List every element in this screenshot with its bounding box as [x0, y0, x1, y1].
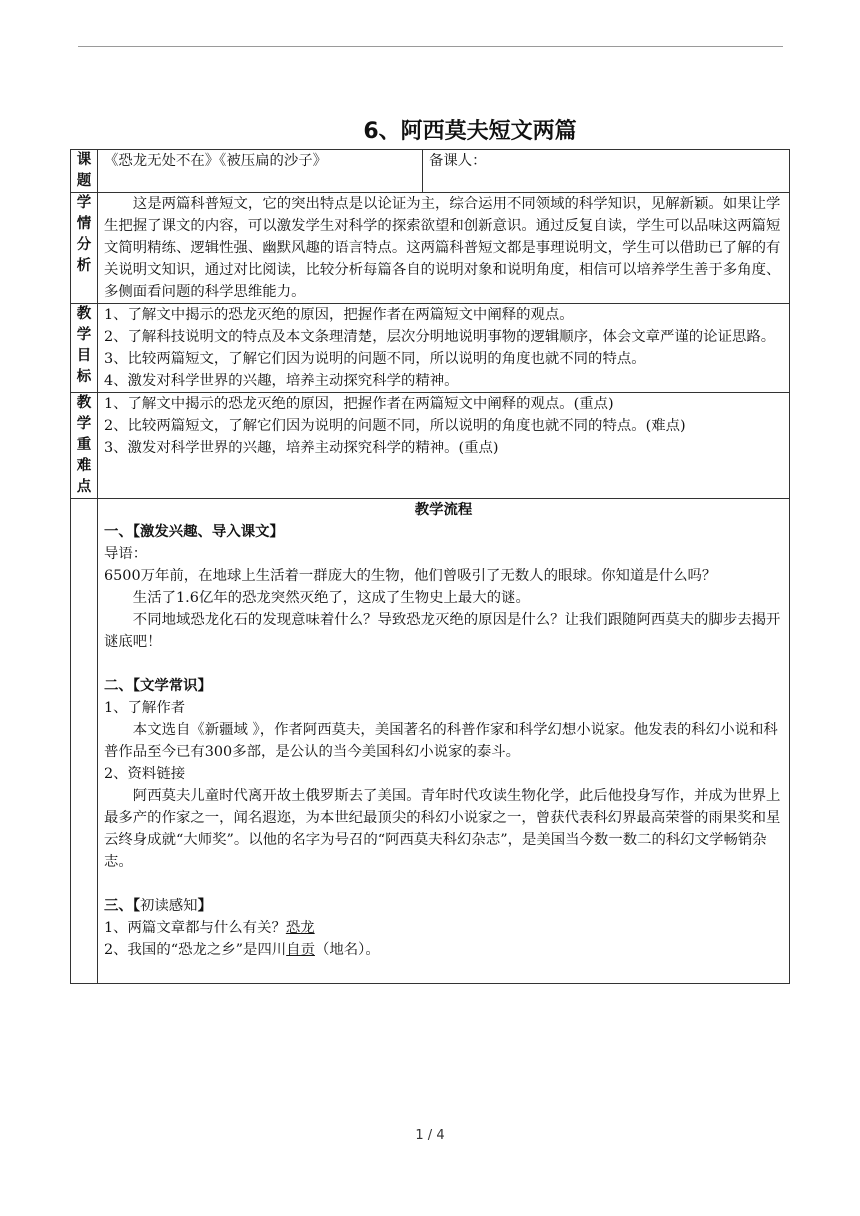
- question-1: 1、两篇文章都与什么有关？恐龙: [104, 920, 315, 936]
- label-char: 教: [76, 306, 92, 322]
- label-objectives: [71, 304, 98, 393]
- label-key-points: [71, 393, 98, 499]
- label-char: 情: [76, 216, 92, 232]
- label-char: 析: [76, 258, 92, 274]
- row-objectives: [71, 304, 790, 393]
- row-key-points: [71, 393, 790, 499]
- label-topic: [71, 150, 98, 193]
- page-number: 1 / 4: [415, 1128, 445, 1143]
- key-point-item: 2、比较两篇短文，了解它们因为说明的问题不同，所以说明的角度也就不同的特点。(难点): [104, 418, 686, 434]
- row-topic: [71, 150, 790, 193]
- label-char: 重: [76, 437, 92, 453]
- student-analysis-text: 这是两篇科普短文，它的突出特点是以论证为主，综合运用不同领域的科学知识，见解新颖。如果让学生把握了课文的内容，可以激发学生对科学的探索欲望和创新意识。通过反复自读，学生可以品味这两篇短文简明精练、逻辑性强、幽默风趣的语言特点。这两篇科普短文都是事理说明文，学生可以借助已了解的有关说明文知识，通过对比阅读，比较分析每篇各自的说明对象和说明角度，相信可以培养学生善于多角度、多侧面看问题的科学思维能力。: [98, 193, 790, 304]
- topic-texts: 《恐龙无处不在》《被压扁的沙子》: [98, 150, 423, 193]
- preparer-field: 备课人：: [423, 150, 790, 193]
- key-point-item: 3、激发对科学世界的兴趣，培养主动探究科学的精神。(重点): [104, 440, 499, 456]
- label-char: 学: [76, 327, 92, 343]
- objective-item: 2、了解科技说明文的特点及本文条理清楚，层次分明地说明事物的逻辑顺序，体会文章严谨的论证思路。: [104, 329, 776, 345]
- section-1-title: 一、【激发兴趣、导入课文】: [104, 524, 284, 540]
- label-char: 学: [76, 195, 92, 211]
- objective-item: 1、了解文中揭示的恐龙灭绝的原因，把握作者在两篇短文中阐释的观点。: [104, 307, 574, 323]
- label-char: 点: [76, 479, 92, 495]
- header-rule: [78, 46, 783, 47]
- label-char: 标: [76, 369, 92, 385]
- label-char: 课: [76, 152, 92, 168]
- question-2: 2、我国的“恐龙之乡”是四川自贡（地名）。: [104, 942, 380, 958]
- row-process: [71, 499, 790, 984]
- label-char: 目: [76, 348, 92, 364]
- objectives-list: [98, 304, 790, 393]
- process-heading: 教学流程: [414, 502, 473, 518]
- label-char: 分: [76, 237, 92, 253]
- key-point-item: 1、了解文中揭示的恐龙灭绝的原因，把握作者在两篇短文中阐释的观点。(重点): [104, 396, 614, 412]
- answer-2: 自贡: [286, 942, 315, 958]
- answer-1: 恐龙: [285, 920, 315, 936]
- label-char: 教: [76, 395, 92, 411]
- process-content: 教学流程 一、【激发兴趣、导入课文】 导语： 6500万年前，在地球上生活着一群庞大的生物，他们曾吸引了无数人的眼球。你知道是什么吗？ 生活了1.6亿年的恐龙突然灭绝了，这成了生物史上最大的谜。 不同地域恐龙化石的发现意味着什么？导致恐龙灭绝的原因是什么？让我们跟随阿西莫夫的脚步去揭开谜底吧！ 二、【文学常识】 1、了解作者 本文选自《新疆域 》，作者阿西莫夫，美国著名的科普作家和科学幻想小说家。他发表的科幻小说和科普作品至今已有300多部，是公认的当今美国科幻小说家的泰斗。 2、资料链接 阿西莫夫儿童时代离开故土俄罗斯去了美国。青年时代攻读生物化学，此后他投身写作，并成为世界上最多产的作家之一，闻名遐迩，为本世纪最顶尖的科幻小说家之一，曾获代表科幻界最高荣誉的雨果奖和星云终身成就“大师奖”。以他的名字为号召的“阿西莫夫科幻杂志”，是美国当今数一数二的科幻文学畅销杂志。 三、【初读感知】 1、两篇文章都与什么有关？恐龙 2、我国的“恐龙之乡”是四川自贡（地名）。: [98, 499, 790, 984]
- label-student-analysis: [71, 193, 98, 304]
- objective-item: 3、比较两篇短文，了解它们因为说明的问题不同，所以说明的角度也就不同的特点。: [104, 351, 646, 367]
- page-title: 6、阿西莫夫短文两篇: [363, 119, 577, 144]
- section-3-title: 三、【初读感知】: [104, 898, 212, 914]
- label-char: 学: [76, 416, 92, 432]
- row-student-analysis: [71, 193, 790, 304]
- objective-item: 4、激发对科学世界的兴趣，培养主动探究科学的精神。: [104, 373, 459, 389]
- label-char: 题: [76, 173, 92, 189]
- label-char: 难: [76, 458, 92, 474]
- section-2-title: 二、【文学常识】: [104, 678, 212, 694]
- key-points-list: [98, 393, 790, 499]
- lesson-plan-table: [70, 149, 790, 984]
- label-empty: [71, 499, 98, 984]
